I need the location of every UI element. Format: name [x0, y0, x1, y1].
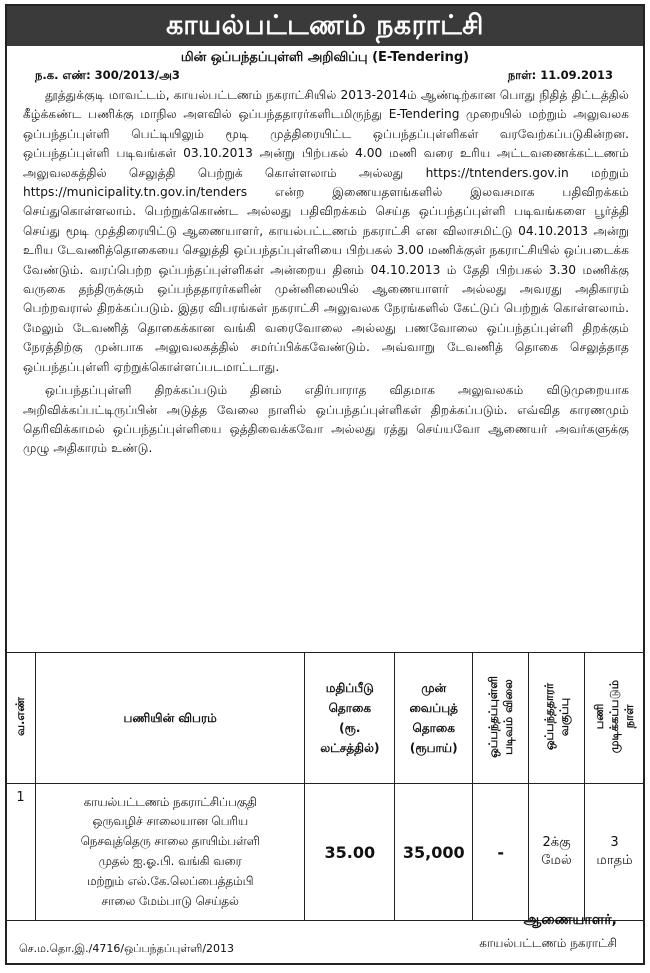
footer-reference: செ.ம.தொ.இ./4716/ஒப்பந்தப்புள்ளி/2013: [19, 942, 235, 955]
header-emd: முன் வைப்புத் தொகை (ரூபாய்): [395, 653, 473, 784]
table-header-row: [6, 653, 645, 784]
notice-paragraph-1: தூத்துக்குடி மாவட்டம், காயல்பட்டணம் நகராட்சியில் 2013-2014ம் ஆண்டிற்கான பொது நிதித் திட்டத்தில் கீழ்க்கண்ட பணிக்கு மாநில அளவில் ஒப்பந்ததாரர்களிடமிருந்து E-Tendering முறையில் மற்றும் அலுவலக ஒப்பந்தப்புள்ளி பெட்டியிலும் மூடி முத்திரையிட்ட ஒப்பந்தப்புள்ளிகள் வரவேற்கப்படுகின்றன. ஒப்பந்தப்புள்ளி படிவங்கள் 03.10.2013 அன்று பிற்பகல் 4.00 மணி வரை உரிய அட்டவணைக்கட்டணம் அலுவலகத்தில் செலுத்தி பெற்றுக் கொள்ளலாம் அல்லது https://tntenders.gov.in மற்றும் https://municipality.tn.gov.in/tenders என்ற இணையதளங்களில் இலவசமாக பதிவிறக்கம் செய்துகொள்ளலாம். பெற்றுக்கொண்ட அல்லது பதிவிறக்கம் செய்த ஒப்பந்தப்புள்ளி படிவங்களை பூர்த்தி செய்து மூடி முத்திரையிட்டு ஆணையாளர், காயல்பட்டணம் நகராட்சி என விலாசமிட்டு 04.10.2013 அன்று உரிய டேவணித்தொகையை செலுத்தி ஒப்பந்தப்புள்ளியை பிற்பகல் 3.00 மணிக்குள் நகராட்சியில் ஒப்படைக்க வேண்டும். வரப்பெற்ற ஒப்பந்தப்புள்ளிகள் அன்றைய தினம் 04.10.2013 ம் தேதி பிற்பகல் 3.30 மணிக்கு வருகை தந்திருக்கும் ஒப்பந்ததாரர்களின் முன்னிலையில் ஆணையாளர் அல்லது அவரது அதிகாரம் பெற்றவரால் திறக்கப்படும். இதர விபரங்கள் நகராட்சி அலுவலக நேரங்களில் கேட்டுப் பெற்றுக் கொள்ளலாம். மேலும் டேவணித் தொகைக்கான வங்கி வரைவோலை அல்லது பணவோலை ஒப்பந்தப்புள்ளி திறக்கும் நேரத்திற்கு முன்பாக அலுவலகத்தில் சமர்ப்பிக்கவேண்டும். அவ்வாறு டேவணித் தொகை செலுத்தாத ஒப்பந்தப்புள்ளி ஏற்றுக்கொள்ளப்படமாட்டாது.: [23, 88, 629, 374]
signatory-title: ஆணையாளர்,: [523, 912, 617, 928]
row-form-cost: -: [473, 784, 529, 921]
row-contractor-class: 2க்கு மேல்: [529, 784, 585, 921]
tender-table: [5, 652, 645, 921]
header-work: பணியின் விபரம்: [35, 653, 304, 784]
row-sno: 1: [6, 784, 36, 921]
row-estimate: 35.00: [305, 784, 395, 921]
header-form-cost: ஒப்பந்தப்புள்ளி படிவம் விலை: [473, 653, 529, 784]
notice-title: காயல்பட்டணம் நகராட்சி: [7, 6, 643, 46]
header-sno: வ.எண்: [6, 653, 36, 784]
tender-notice: [5, 4, 645, 965]
row-emd: 35,000: [395, 784, 473, 921]
notice-subtitle: மின் ஒப்பந்தப்புள்ளி அறிவிப்பு (E-Tendering): [180, 50, 470, 65]
reference-line: [7, 66, 643, 84]
row-period: 3 மாதம்: [585, 784, 645, 921]
table-row: [6, 784, 645, 921]
header-period: பணி முடிக்கப்படும் நாள்: [585, 653, 645, 784]
notice-date: நாள்: 11.09.2013: [507, 68, 613, 82]
header-estimate: மதிப்பீடு தொகை (ரூ. லட்சத்தில்): [305, 653, 395, 784]
reference-number: ந.க. எண்: 300/2013/அ3: [35, 68, 180, 82]
signature-block: [479, 912, 617, 952]
notice-paragraph-2: ஒப்பந்தப்புள்ளி திறக்கப்படும் தினம் எதிர்பாராத விதமாக அலுவலகம் விடுமுறையாக அறிவிக்கப்பட்டிருப்பின் அடுத்த வேலை நாளில் ஒப்பந்தப்புள்ளிகள் திறக்கப்படும். எவ்வித காரணமும் தெரிவிக்காமல் ஒப்பந்தப்புள்ளியை ஒத்திவைக்கவோ அல்லது ரத்து செய்யவோ ஆணையர் அவர்களுக்கு முழு அதிகாரம் உண்டு.: [23, 383, 629, 456]
row-work-description: காயல்பட்டணம் நகராட்சிப்பகுதி ஒருவழிச் சாலையான பெரிய நெசவுத்தெரு சாலை தாயிம்பள்ளி முதல் ஐ.ஓ.பி. வங்கி வரை மற்றும் எல்.கே.லெப்பைத்தம்பி சாலை மேம்பாடு செய்தல்: [35, 784, 304, 921]
header-class: ஒப்பந்ததாரர் வகுப்பு: [529, 653, 585, 784]
signatory-office: காயல்பட்டணம் நகராட்சி: [479, 936, 617, 950]
